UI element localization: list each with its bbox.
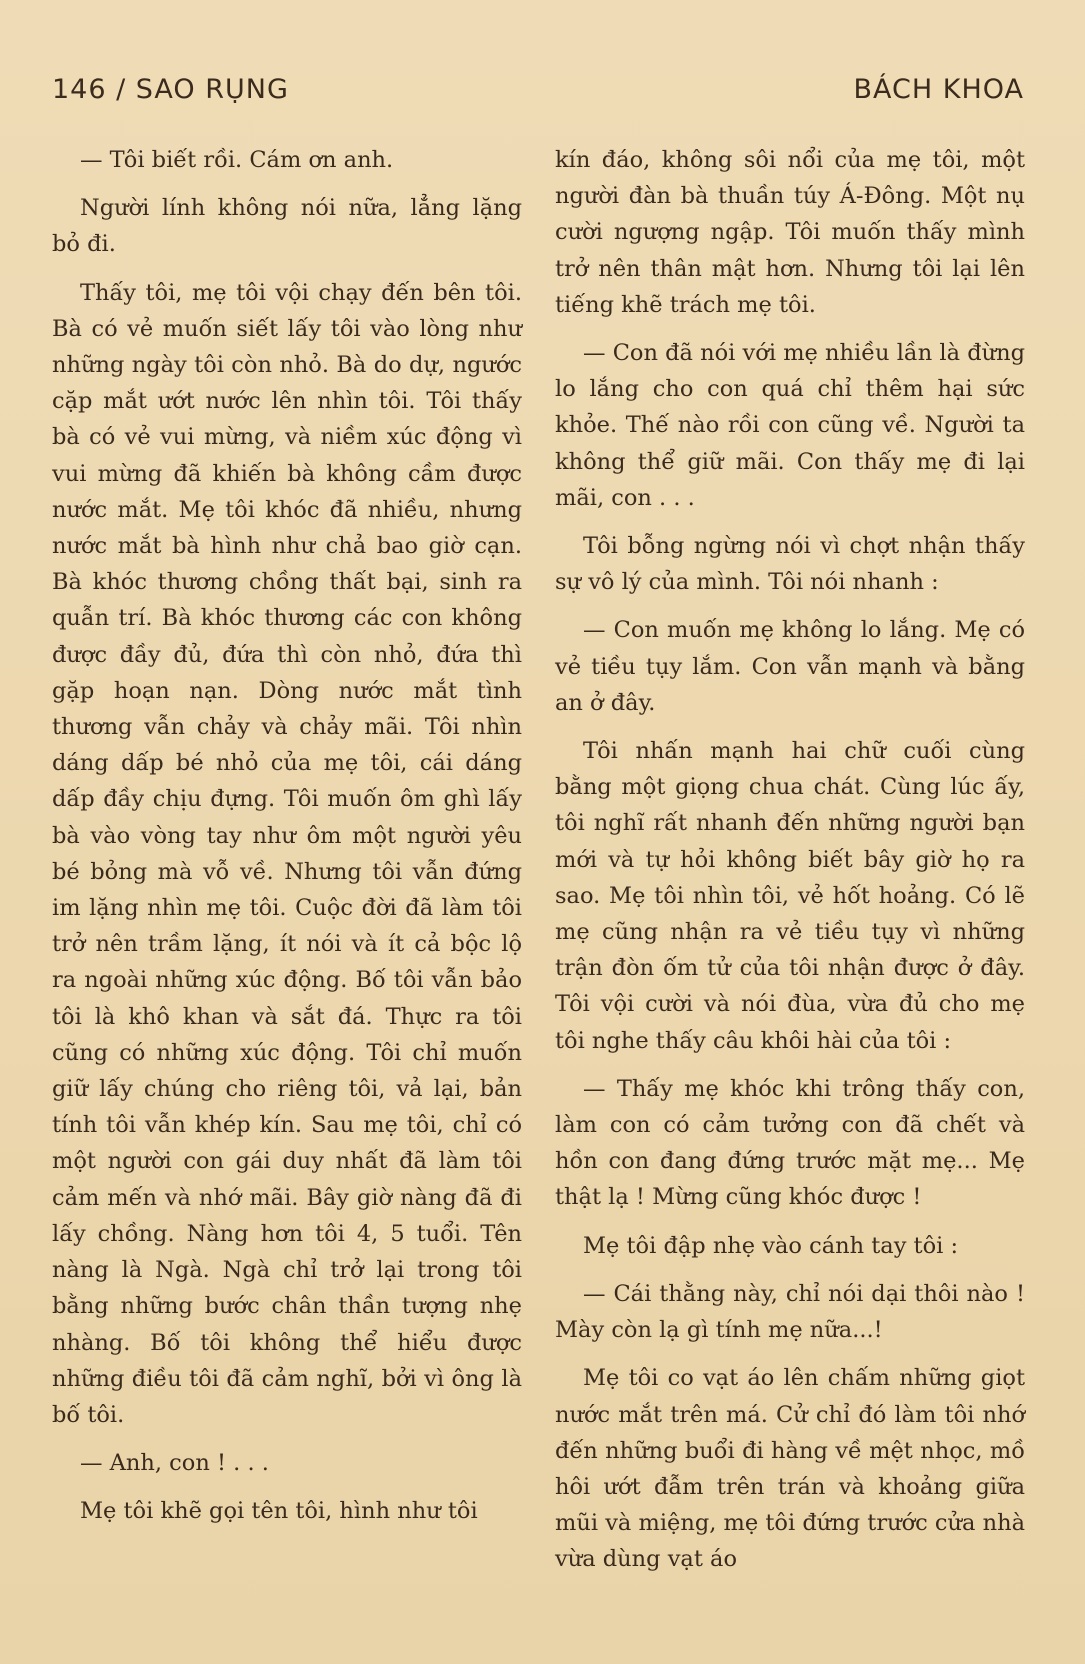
paragraph: — Anh, con ! . . . [80, 1450, 269, 1477]
paragraph: — Tôi biết rồi. Cám ơn anh. [80, 147, 394, 173]
page-header [52, 74, 1024, 114]
paragraph: Thấy tôi, mẹ tôi vội chạy đến bên tôi. Bà có vẻ muốn siết lấy tôi vào lòng như những ngày tôi còn nhỏ. Bà do dự, ngước cặp mắt ướt nước lên nhìn tôi. Tôi thấy bà có vẻ vui mừng, và niềm xúc động vì vui mừng đã khiến bà không cầm được nước mắt. Mẹ tôi khóc đã nhiều, nhưng nước mắt bà hình như chả bao giờ cạn. Bà khóc thương chồng thất bại, sinh ra quẫn trí. Bà khóc thương các con không được đầy đủ, đứa thì còn nhỏ, đứa thì gặp hoạn nạn. Dòng nước mắt tình thương vẫn chảy và chảy mãi. Tôi nhìn dáng dấp bé nhỏ của mẹ tôi, cái dáng dấp đầy chịu đựng. Tôi muốn ôm ghì lấy bà vào vòng tay như ôm một người yêu bé bỏng mà vỗ về. Nhưng tôi vẫn đứng im lặng nhìn mẹ tôi. Cuộc đời đã làm tôi trở nên trầm lặng, ít nói và ít cả bộc lộ ra ngoài những xúc động. Bố tôi vẫn bảo tôi là khô khan và sắt đá. Thực ra tôi cũng có những xúc động. Tôi chỉ muốn giữ lấy chúng cho riêng tôi, vả lại, bản tính tôi vẫn khép kín. Sau mẹ tôi, chỉ có một người con gái duy nhất đã làm tôi cảm mến và nhớ mãi. Bây giờ nàng đã đi lấy chồng. Nàng hơn tôi 4, 5 tuổi. Tên nàng là Ngà. Ngà chỉ trở lại trong tôi bằng những bước chân thần tượng nhẹ nhàng. Bố tôi không thể hiểu được những điều tôi đã cảm nghĩ, bởi vì ông là bố tôi. [52, 279, 522, 1428]
paragraph: Người lính không nói nữa, lẳng lặng bỏ đi. [52, 195, 522, 258]
left-column [52, 142, 522, 1530]
paragraph: — Con muốn mẹ không lo lắng. Mẹ có vẻ tiều tụy lắm. Con vẫn mạnh và bằng an ở đây. [555, 617, 1025, 716]
paragraph: — Con đã nói với mẹ nhiều lần là đừng lo lắng cho con quá chỉ thêm hại sức khỏe. Thế nào rồi con cũng về. Người ta không thể giữ mãi. Con thấy mẹ đi lại mãi, con . . . [555, 340, 1025, 511]
magazine-name: BÁCH KHOA [853, 74, 1024, 105]
paragraph: Mẹ tôi đập nhẹ vào cánh tay tôi : [583, 1232, 959, 1259]
paragraph: kín đáo, không sôi nổi của mẹ tôi, một người đàn bà thuần túy Á-Đông. Một nụ cười ngượng ngập. Tôi muốn thấy mình trở nên thân mật hơn. Nhưng tôi lại lên tiếng khẽ trách mẹ tôi. [555, 147, 1025, 318]
paragraph: Mẹ tôi co vạt áo lên chấm những giọt nước mắt trên má. Cử chỉ đó làm tôi nhớ đến những buổi đi hàng về mệt nhọc, mồ hôi ướt đẫm trên trán và khoảng giữa mũi và miệng, mẹ tôi đứng trước cửa nhà vừa dùng vạt áo [555, 1365, 1025, 1573]
right-column [555, 142, 1025, 1578]
page-number-and-title: 146 / SAO RỤNG [52, 74, 289, 105]
paragraph: Tôi bỗng ngừng nói vì chợt nhận thấy sự vô lý của mình. Tôi nói nhanh : [555, 533, 1025, 596]
paragraph: — Cái thằng này, chỉ nói dại thôi nào ! Mày còn lạ gì tính mẹ nữa...! [555, 1280, 1025, 1344]
paragraph: Tôi nhấn mạnh hai chữ cuối cùng bằng một giọng chua chát. Cùng lúc ấy, tôi nghĩ rất nhanh đến những người bạn mới và tự hỏi không biết bây giờ họ ra sao. Mẹ tôi nhìn tôi, vẻ hốt hoảng. Có lẽ mẹ cũng nhận ra vẻ tiều tụy vì những trận đòn ốm tử của tôi nhận được ở đây. Tôi vội cười và nói đùa, vừa đủ cho mẹ tôi nghe thấy câu khôi hài của tôi : [555, 738, 1025, 1054]
paragraph: Mẹ tôi khẽ gọi tên tôi, hình như tôi [80, 1498, 478, 1525]
paragraph: — Thấy mẹ khóc khi trông thấy con, làm con có cảm tưởng con đã chết và hồn con đang đứng trước mặt mẹ... Mẹ thật lạ ! Mừng cũng khóc được ! [555, 1075, 1025, 1211]
